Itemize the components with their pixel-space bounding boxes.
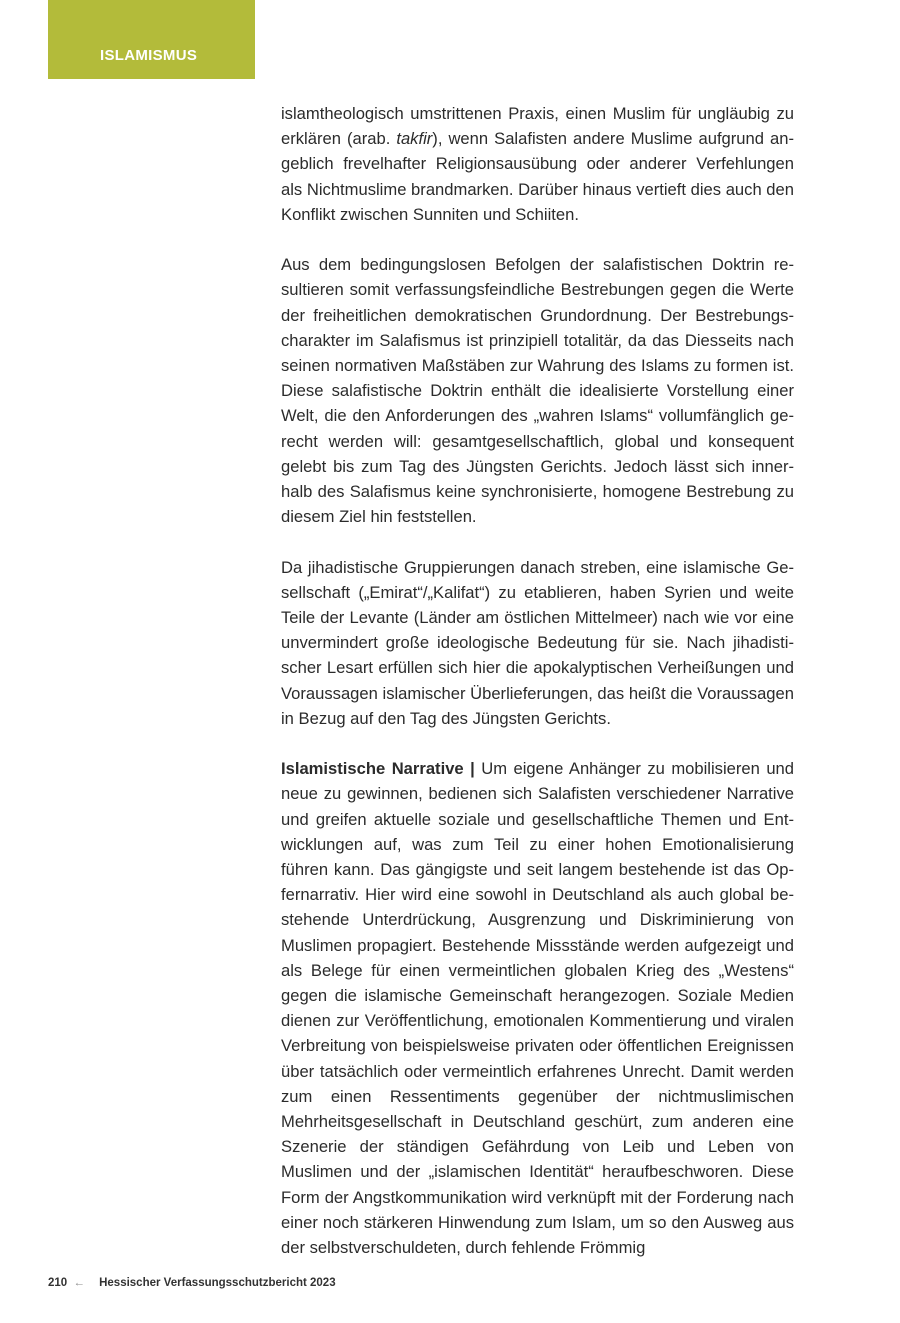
publication-title: Hessischer Verfassungsschutzbericht 2023: [99, 1277, 336, 1289]
body-text: [281, 101, 794, 1260]
arrow-left-icon: ←: [73, 1277, 85, 1289]
paragraph-1-text-b: ), wenn Salafisten andere Muslime aufgrund angeblich frevelhafter Religionsausübung oder anderer Verfehlungen als Nichtmuslime brandmarken. Darüber hinaus vertieft dies auch den Konflikt zwischen Sunniten und Schiiten.: [281, 129, 794, 224]
paragraph-3: Da jihadistische Gruppierungen danach streben, eine islamische Gesellschaft („Emirat“/„Kalifat“) zu etablieren, haben Syrien und weite Teile der Levante (Länder am östlichen Mittelmeer) nach wie vor eine unvermindert große ideologische Bedeutung für sie. Nach jihadistischer Lesart erfüllen sich hier die apokalyptischen Verheißungen und Voraussagen islamischer Überlieferungen, das heißt die Voraussagen in Bezug auf den Tag des Jüngsten Gerichts.: [281, 557, 794, 728]
section-label: ISLAMISMUS: [100, 47, 198, 64]
page-footer: [48, 1277, 336, 1289]
paragraph-4: [281, 756, 794, 1260]
section-tab: [48, 0, 255, 79]
page-number: 210: [48, 1277, 68, 1289]
paragraph-1-italic-term: takfir: [396, 129, 433, 149]
paragraph-1-text-a: islamtheologisch umstrittenen Praxis, einen Muslim für ungläubig zu erklären (arab.: [281, 104, 794, 149]
paragraph-4-lead: Islamistische Narrative |: [281, 759, 482, 779]
paragraph-4-text: Um eigene Anhänger zu mobilisieren und neue zu gewinnen, bedienen sich Salafisten verschiedener Narrative und greifen aktuelle soziale und gesellschaftliche Themen und Entwicklungen auf, was zum Teil zu einer hohen Emotionalisierung führen kann. Das gängigste und seit langem bestehende ist das Opfernarrativ. Hier wird eine sowohl in Deutschland als auch global bestehende Unterdrückung, Ausgrenzung und Diskriminierung von Muslimen propagiert. Bestehende Missstände werden aufgezeigt und als Belege für einen vermeintlichen globalen Krieg des „Westens“ gegen die islamische Gemeinschaft herangezogen. Soziale Medien dienen zur Veröffentlichung, emotionalen Kommentierung und viralen Verbreitung von beispielsweise privaten oder öffentlichen Ereignissen über tatsächlich oder vermeintlich erfahrenes Unrecht. Damit werden zum einen Ressentiments gegenüber der nichtmuslimischen Mehrheitsgesellschaft in Deutschland geschürt, zum anderen eine Szenerie der ständigen Gefährdung von Leib und Leben von Muslimen und der „islamischen Identität“ heraufbeschworen. Diese Form der Angstkommunikation wird verknüpft mit der Forderung nach einer noch stärkeren Hinwendung zum Islam, um so den Ausweg aus der selbstverschuldeten, durch fehlende Frömmig: [281, 759, 795, 1258]
paragraph-2: Aus dem bedingungslosen Befolgen der salafistischen Doktrin resultieren somit verfassungsfeindliche Bestrebungen gegen die Werte der freiheitlichen demokratischen Grundordnung. Der Bestrebungscharakter im Salafismus ist prinzipiell totalitär, da das Diesseits nach seinen normativen Maßstäben zur Wahrung des Islams zu formen ist. Diese salafistische Doktrin enthält die idealisierte Vorstellung einer Welt, die den Anforderungen des „wahren Islams“ vollumfänglich gerecht werden will: gesamtgesellschaftlich, global und konsequent gelebt bis zum Tag des Jüngsten Gerichts. Jedoch lässt sich innerhalb des Salafismus keine synchronisierte, homogene Bestrebung zu diesem Ziel hin feststellen.: [281, 255, 794, 527]
paragraph-1: [281, 101, 794, 227]
